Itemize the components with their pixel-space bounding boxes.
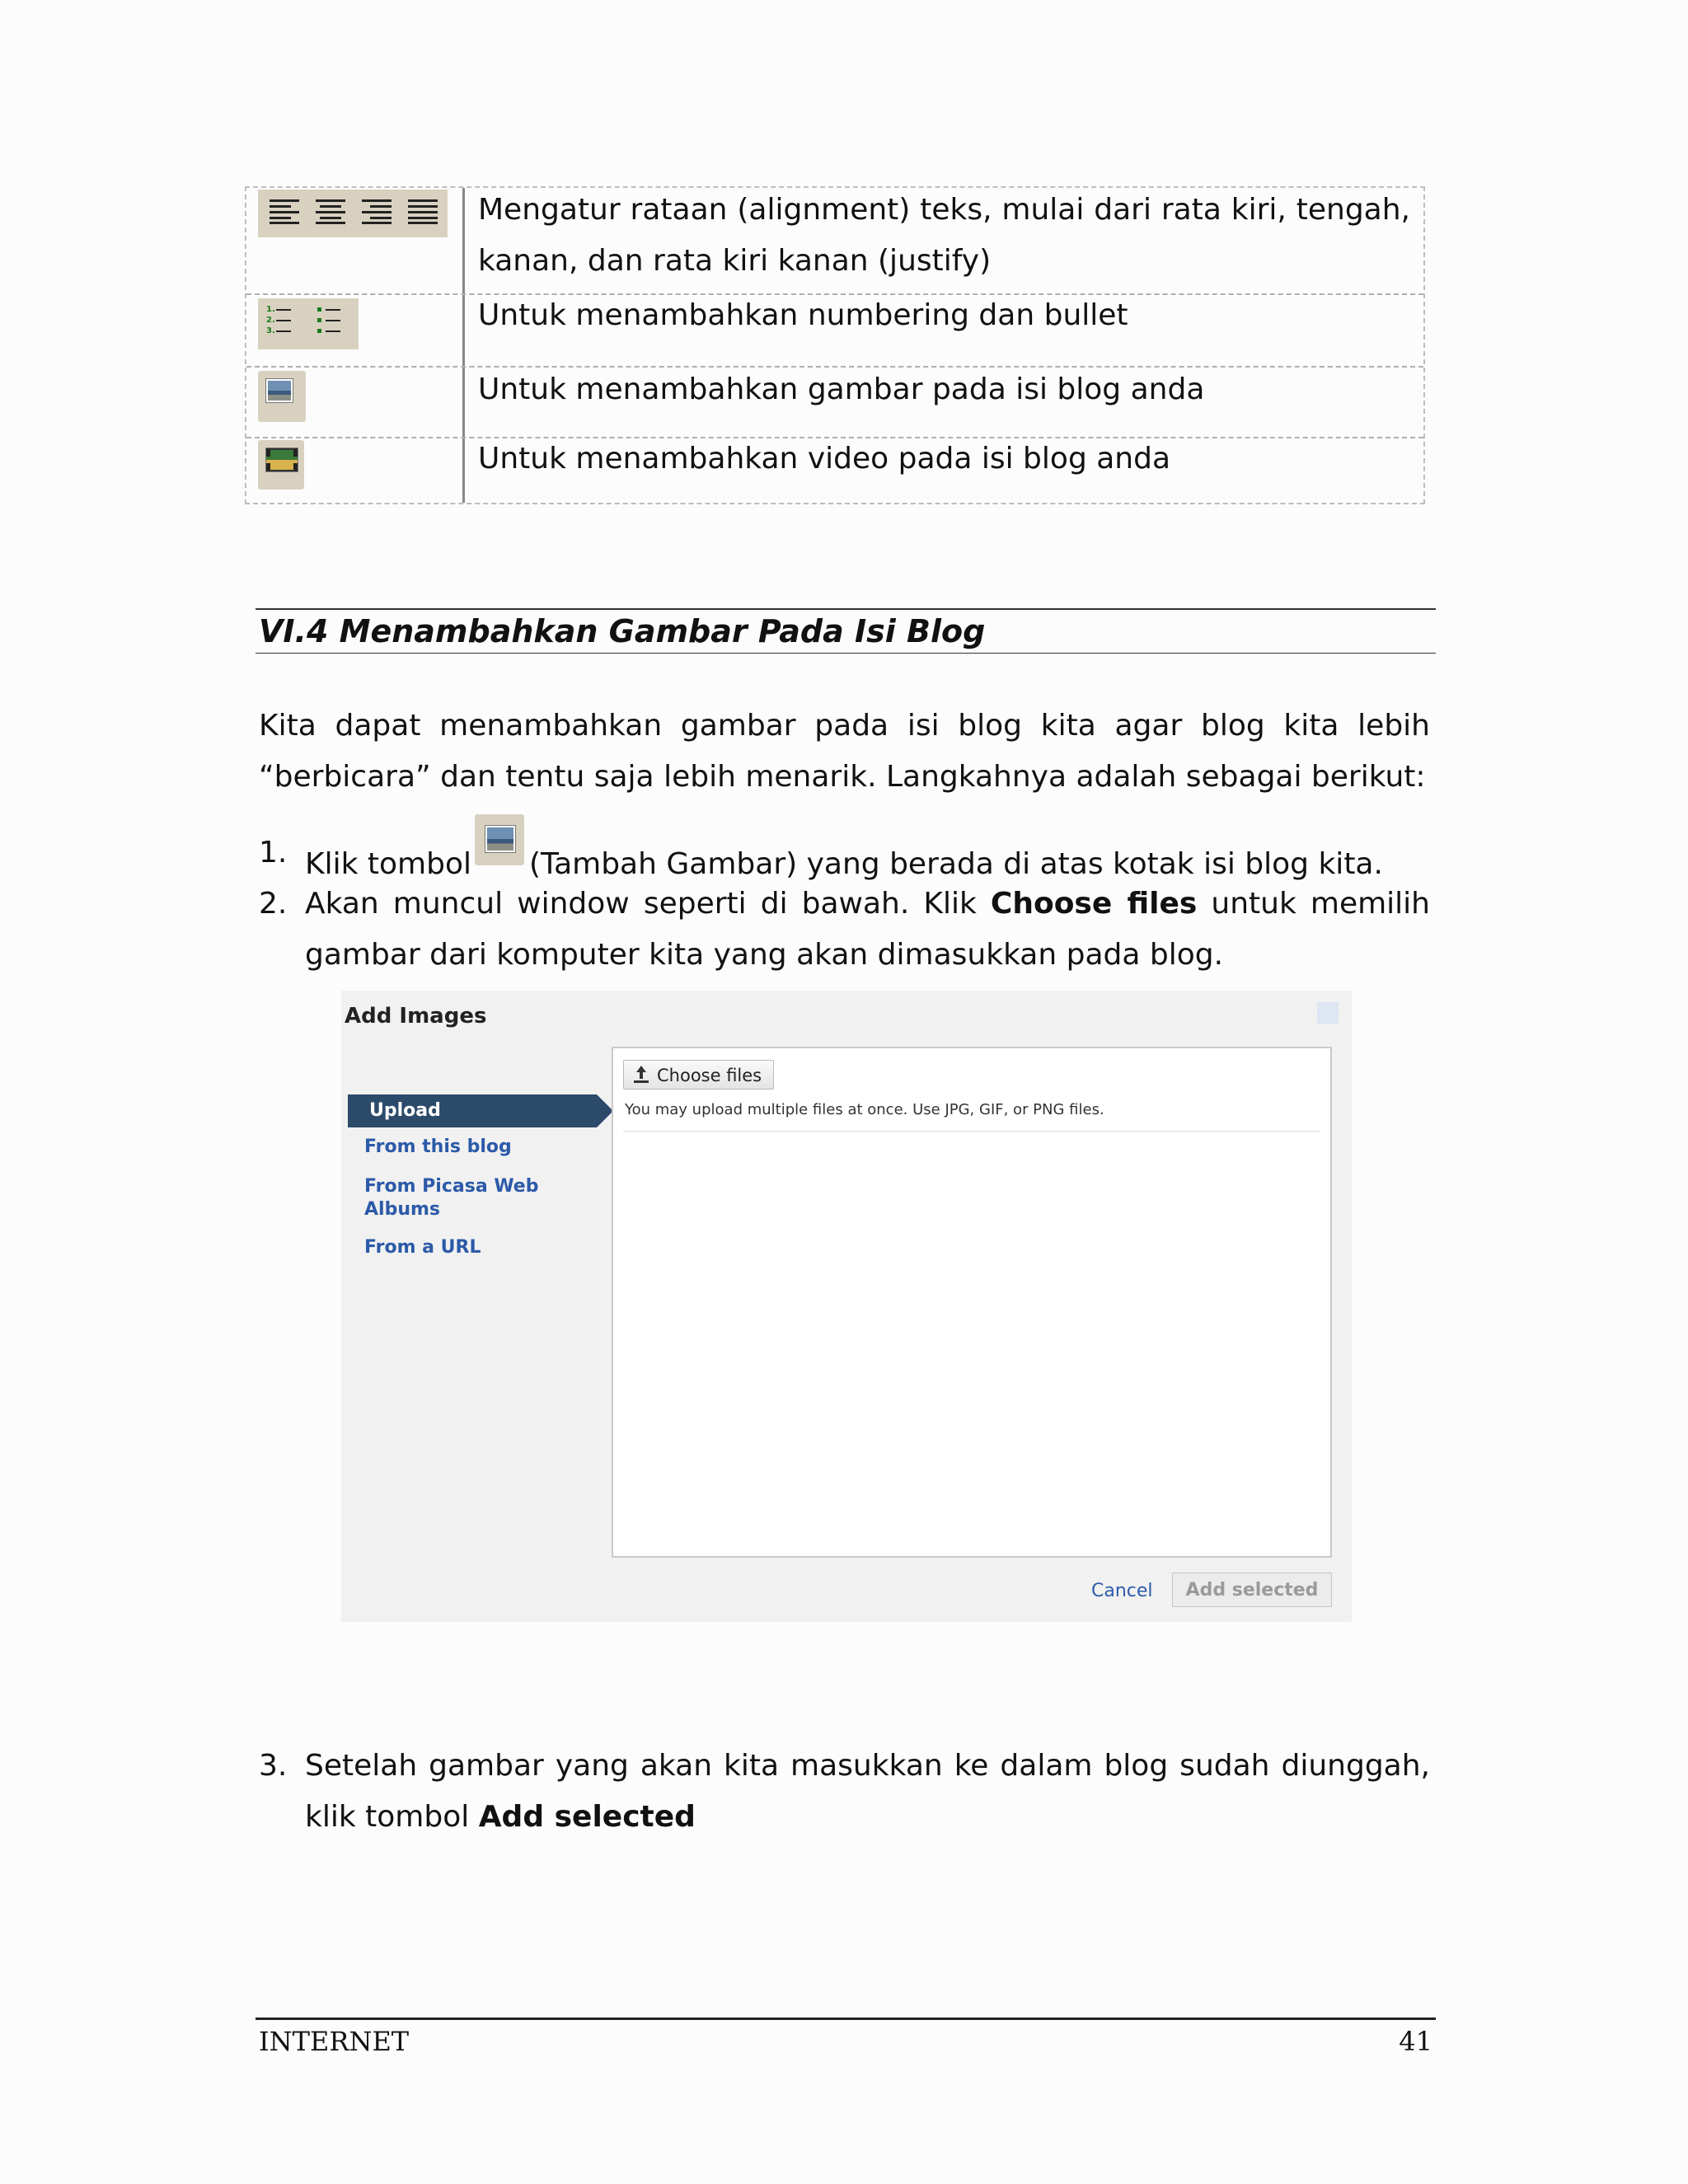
choose-files-button[interactable]: Choose files (623, 1060, 774, 1090)
table-cell-text: Untuk menambahkan numbering dan bullet (478, 298, 1128, 332)
image-button-icon (475, 814, 524, 865)
cancel-button[interactable]: Cancel (1091, 1581, 1153, 1601)
step-text: Setelah gambar yang akan kita masukkan ke dalam blog sudah diunggah, klik tombol Add selected (305, 1749, 1430, 1834)
table-cell-text: Untuk menambahkan video pada isi blog anda (478, 442, 1171, 476)
toolbar-table (245, 186, 1425, 504)
numbering-icon: 1. 2. 3. (266, 305, 293, 336)
step-number: 3. (259, 1749, 288, 1783)
align-justify-icon (408, 199, 438, 224)
video-button-icon (258, 440, 304, 490)
bullet-icon (316, 305, 342, 336)
table-cell-text: Mengatur rataan (alignment) teks, mulai dari rata kiri, tengah, kanan, dan rata kiri kanan (justify) (478, 193, 1410, 278)
upload-hint: You may upload multiple files at once. Use JPG, GIF, or PNG files. (625, 1101, 1104, 1118)
list-buttons-icon (258, 298, 359, 349)
nav-from-picasa-web-albums[interactable]: From Picasa Web Albums (364, 1176, 539, 1220)
footer-rule (256, 2018, 1436, 2020)
image-button-icon (258, 371, 306, 422)
section-heading: VI.4 Menambahkan Gambar Pada Isi Blog (259, 613, 986, 649)
dialog-title: Add Images (345, 1004, 487, 1029)
panel-divider (623, 1131, 1320, 1132)
heading-top-rule (256, 608, 1436, 610)
footer-title: INTERNET (259, 2026, 410, 2057)
align-left-icon (270, 199, 299, 224)
emphasis-add-selected: Add selected (478, 1800, 696, 1834)
step-number: 2. (259, 887, 288, 921)
align-center-icon (316, 199, 345, 224)
align-buttons-icon (258, 190, 448, 237)
add-images-dialog (341, 991, 1352, 1622)
emphasis-choose-files: Choose files (990, 887, 1198, 921)
nav-upload[interactable]: Upload (348, 1094, 597, 1127)
step-text: Klik tombol (Tambah Gambar) yang berada di atas kotak isi blog kita. (305, 827, 1430, 890)
add-selected-button[interactable]: Add selected (1172, 1572, 1332, 1607)
step-number: 1. (259, 836, 288, 869)
align-right-icon (362, 199, 392, 224)
intro-paragraph: Kita dapat menambahkan gambar pada isi blog kita agar blog kita lebih “berbicara” dan tentu saja lebih menarik. Langkahnya adalah sebagai berikut: (259, 709, 1430, 794)
upload-panel (612, 1047, 1332, 1558)
nav-from-a-url[interactable]: From a URL (364, 1237, 481, 1258)
close-icon[interactable] (1317, 1002, 1339, 1024)
nav-from-this-blog[interactable]: From this blog (364, 1137, 512, 1157)
page-number: 41 (1399, 2026, 1432, 2057)
upload-icon (634, 1066, 649, 1084)
column-divider (462, 188, 465, 503)
table-cell-text: Untuk menambahkan gambar pada isi blog anda (478, 373, 1205, 406)
step-text: Akan muncul window seperti di bawah. Klik Choose files untuk memilih gambar dari komputer kita yang akan dimasukkan pada blog. (305, 887, 1430, 972)
heading-bottom-rule (256, 653, 1436, 654)
